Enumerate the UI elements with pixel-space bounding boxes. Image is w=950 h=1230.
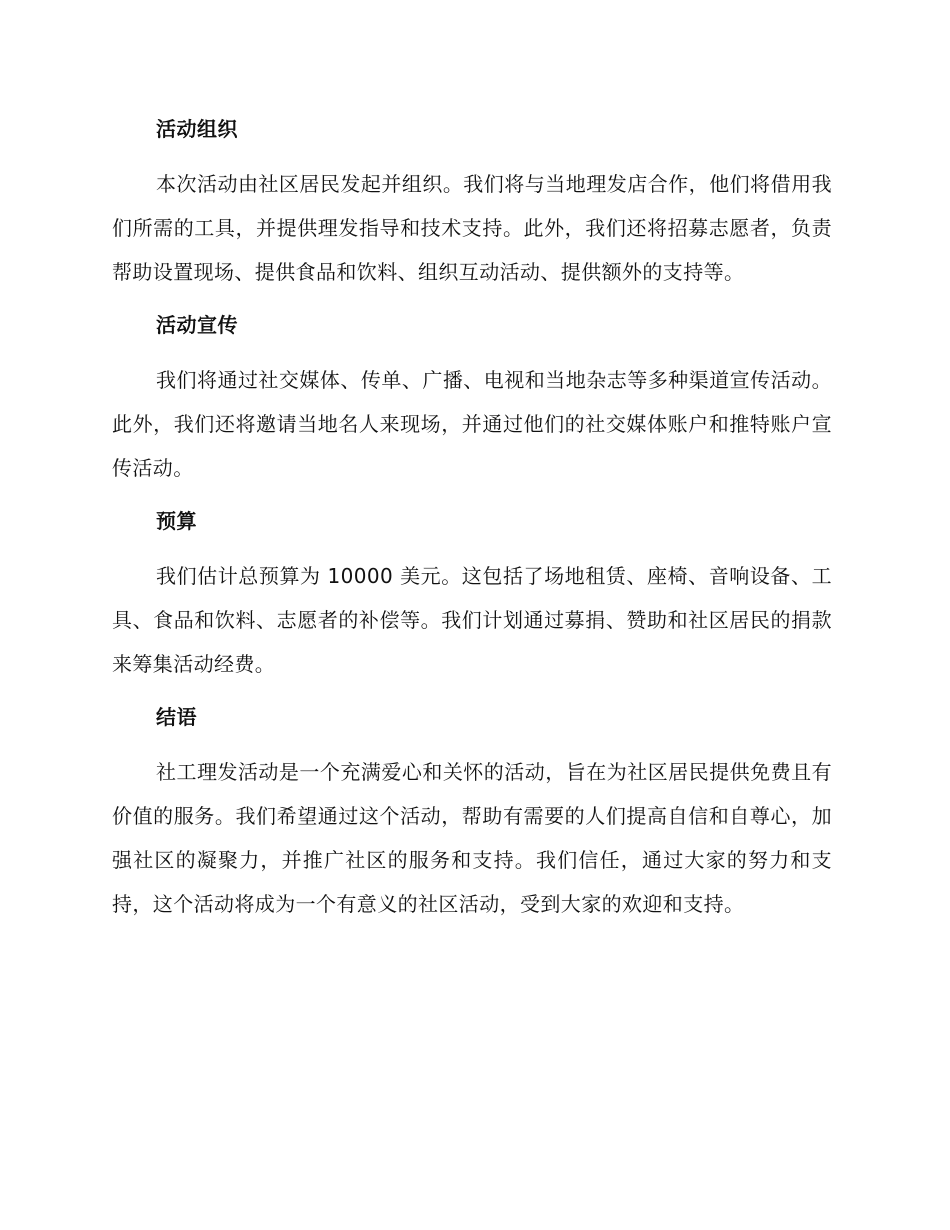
section-heading-conclusion: 结语 — [156, 705, 197, 729]
section-paragraph-activity-promotion: 我们将通过社交媒体、传单、广播、电视和当地杂志等多种渠道宣传活动。此外，我们还将邀请当地名人来现场，并通过他们的社交媒体账户和推特账户宣传活动。 — [112, 368, 832, 480]
section-paragraph-budget: 我们估计总预算为 10000 美元。这包括了场地租赁、座椅、音响设备、工具、食品和饮料、志愿者的补偿等。我们计划通过募捐、赞助和社区居民的捐款来筹集活动经费。 — [112, 564, 832, 676]
section-paragraph-conclusion: 社工理发活动是一个充满爱心和关怀的活动，旨在为社区居民提供免费且有价值的服务。我们希望通过这个活动，帮助有需要的人们提高自信和自尊心，加强社区的凝聚力，并推广社区的服务和支持。我们信任，通过大家的努力和支持，这个活动将成为一个有意义的社区活动，受到大家的欢迎和支持。 — [112, 760, 832, 916]
section-heading-budget: 预算 — [156, 509, 197, 533]
section-heading-activity-promotion: 活动宣传 — [156, 313, 238, 337]
document-body — [112, 108, 832, 936]
section-heading-activity-organization: 活动组织 — [156, 117, 238, 141]
section-paragraph-activity-organization: 本次活动由社区居民发起并组织。我们将与当地理发店合作，他们将借用我们所需的工具，并提供理发指导和技术支持。此外，我们还将招募志愿者，负责帮助设置现场、提供食品和饮料、组织互动活动、提供额外的支持等。 — [112, 172, 832, 284]
